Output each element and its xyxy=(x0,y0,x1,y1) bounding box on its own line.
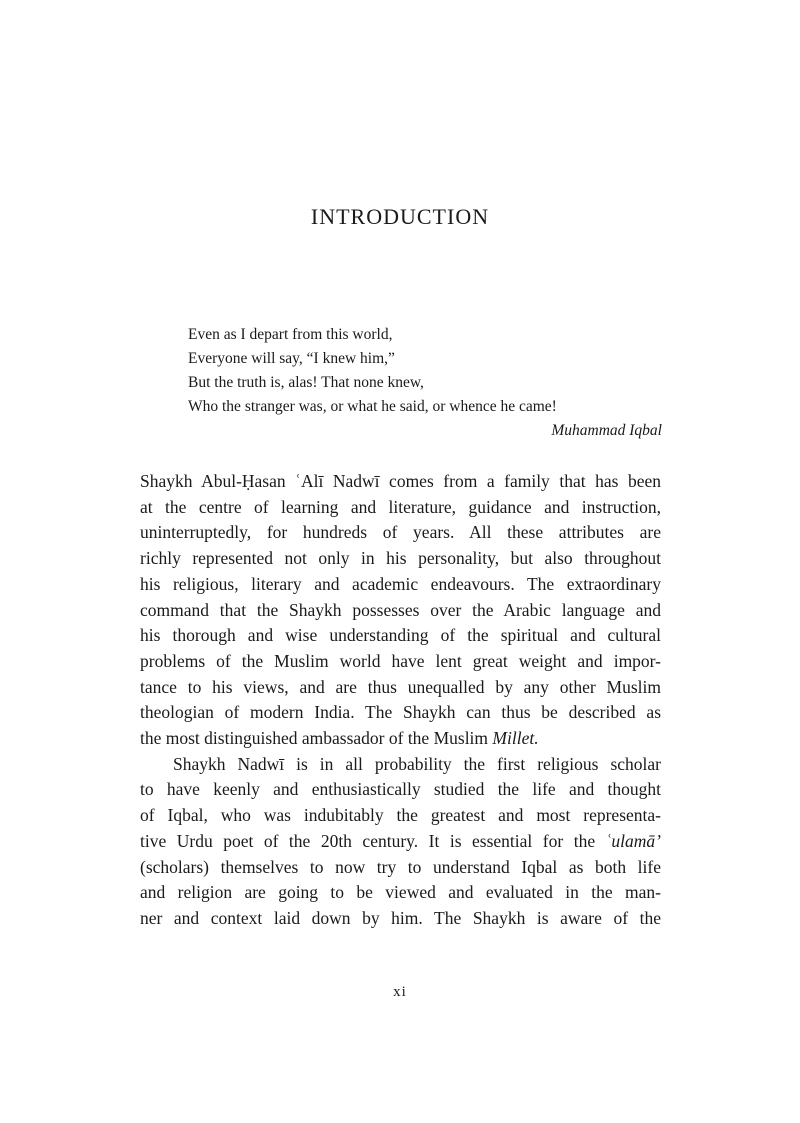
text-line: richly represented not only in his personality, but also throughout xyxy=(140,548,661,569)
text-line: his religious, literary and academic endeavours. The extraordinary xyxy=(140,573,661,594)
text-line: uninterruptedly, for hundreds of years. All these attributes are xyxy=(140,522,661,543)
text-line: ner and context laid down by him. The Shaykh is aware of the xyxy=(140,907,661,928)
body-text xyxy=(140,469,661,932)
epigraph-line: Even as I depart from this world, xyxy=(188,326,393,343)
text-line: at the centre of learning and literature, guidance and instruction, xyxy=(140,496,661,517)
text-segment: the most distinguished ambassador of the Muslim xyxy=(140,728,493,749)
paragraph xyxy=(140,469,661,752)
text-line: command that the Shaykh possesses over the Arabic language and xyxy=(140,599,661,620)
epigraph-line: Who the stranger was, or what he said, or whence he came! xyxy=(188,398,557,415)
epigraph-line: But the truth is, alas! That none knew, xyxy=(188,374,424,391)
text-line: to have keenly and enthusiastically studied the life and thought xyxy=(140,779,661,800)
text-line: his thorough and wise understanding of the spiritual and cultural xyxy=(140,625,661,646)
text-line: problems of the Muslim world have lent great weight and impor- xyxy=(140,650,661,671)
text-line: and religion are going to be viewed and evaluated in the man- xyxy=(140,882,661,903)
paragraph xyxy=(140,752,661,932)
epigraph xyxy=(188,323,662,443)
text-segment: tive Urdu poet of the 20th century. It is essential for the xyxy=(140,830,606,851)
text-line: of Iqbal, who was indubitably the greatest and most representa- xyxy=(140,805,661,826)
text-line: Shaykh Abul-Ḥasan ʿAlī Nadwī comes from a family that has been xyxy=(140,471,661,491)
emphasis-text: ʿulamā’ xyxy=(605,830,661,851)
text-line: theologian of modern India. The Shaykh can thus be described as xyxy=(140,702,661,723)
text-line: (scholars) themselves to now try to understand Iqbal as both life xyxy=(140,856,661,877)
chapter-title: INTRODUCTION xyxy=(310,204,490,229)
emphasis-text: Millet. xyxy=(492,728,539,749)
text-line xyxy=(140,829,661,855)
page-number: xi xyxy=(393,984,407,1000)
text-line: tance to his views, and are thus unequalled by any other Muslim xyxy=(140,676,661,697)
text-line xyxy=(140,726,661,752)
text-line: Shaykh Nadwī is in all probability the first religious scholar xyxy=(173,753,661,774)
epigraph-line: Everyone will say, “I knew him,” xyxy=(188,350,395,367)
epigraph-attribution: Muhammad Iqbal xyxy=(551,422,662,439)
